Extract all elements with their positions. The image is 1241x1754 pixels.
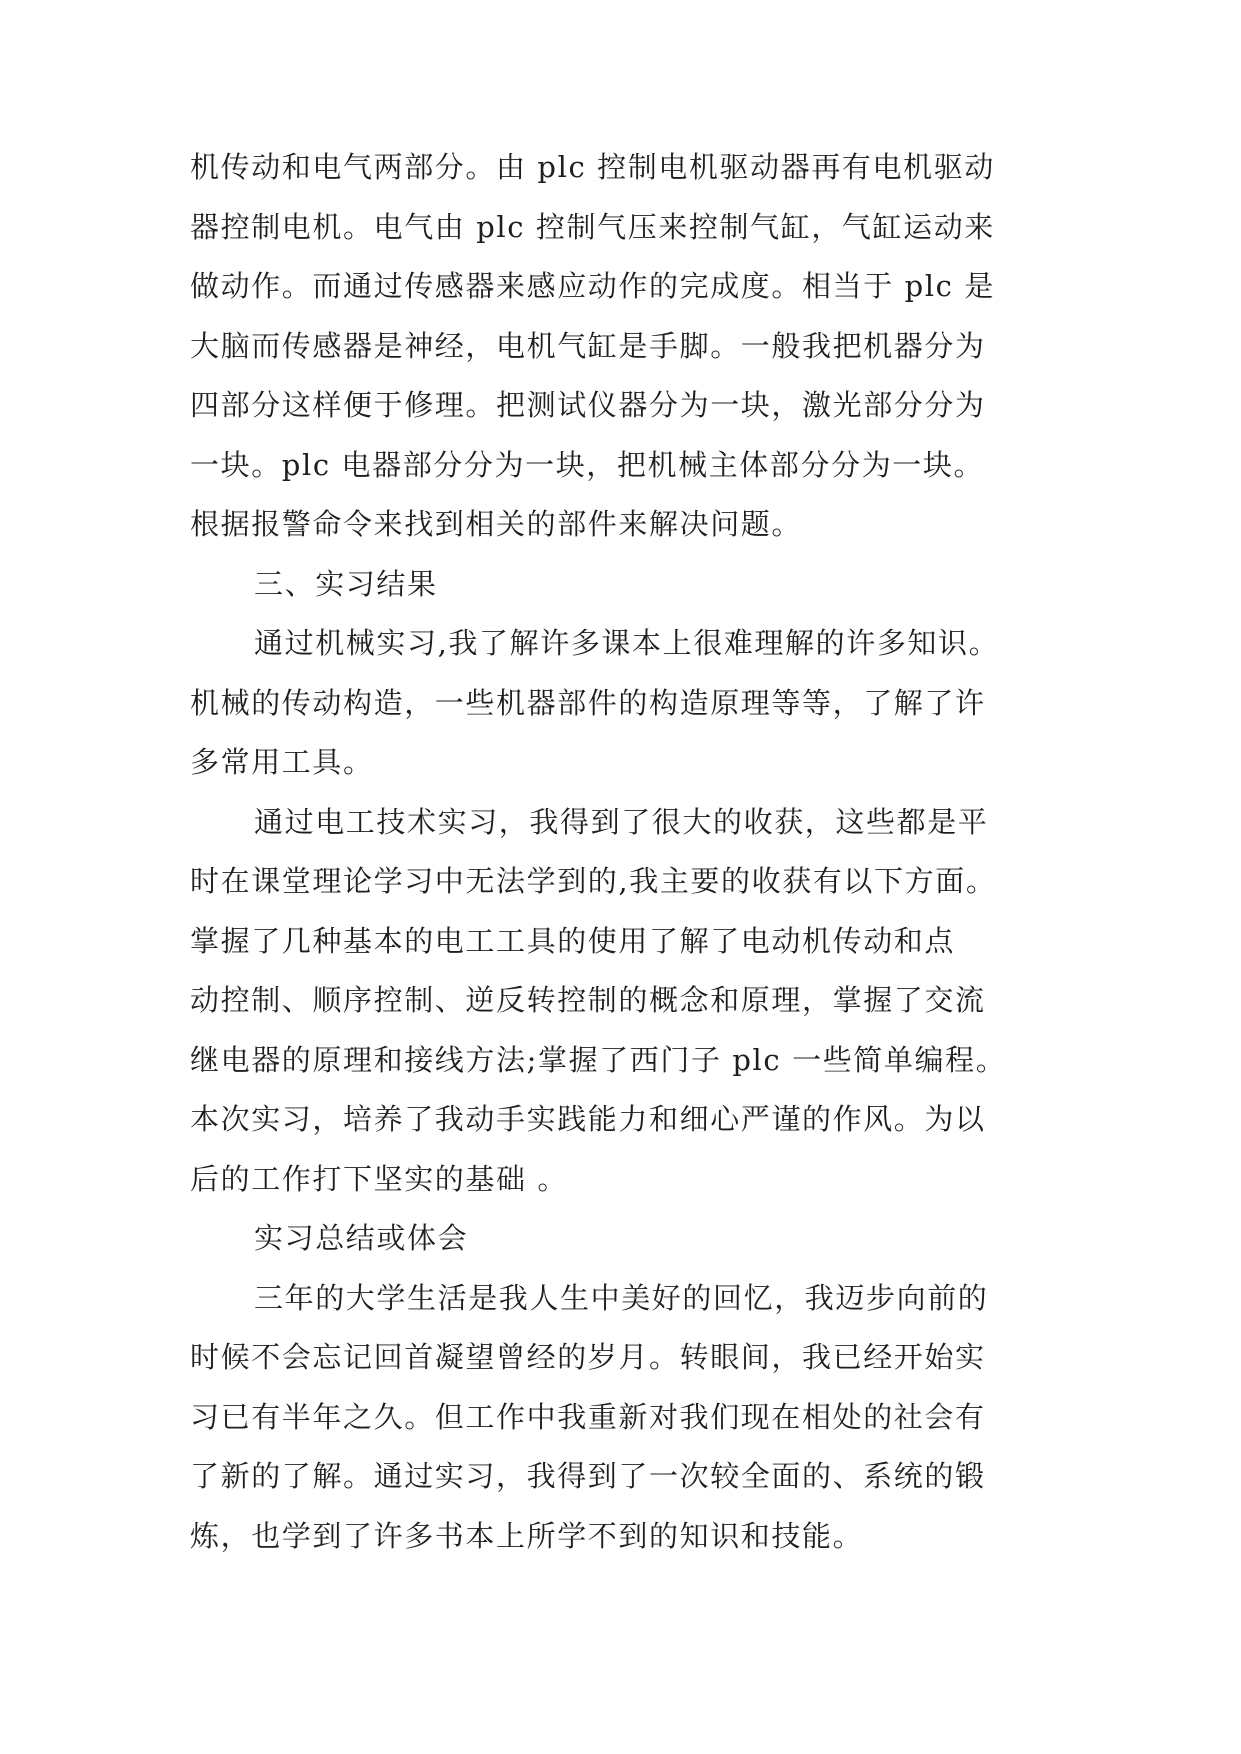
section-heading: 实习总结或体会 [254,1221,469,1255]
section-heading: 三、实习结果 [254,566,438,601]
paragraph-line: 做动作。而通过传感器来感应动作的完成度。相当于 plc 是 [190,269,995,303]
paragraph-line: 通过机械实习,我了解许多课本上很难理解的许多知识。 [254,626,1000,660]
paragraph-line: 四部分这样便于修理。把测试仪器分为一块，激光部分分为 [190,388,986,422]
paragraph-line: 三年的大学生活是我人生中美好的回忆，我迈步向前的 [254,1280,989,1315]
paragraph-line: 根据报警命令来找到相关的部件来解决问题。 [190,507,803,541]
paragraph-line: 通过电工技术实习，我得到了很大的收获，这些都是平 [254,804,989,839]
paragraph-line: 多常用工具。 [190,745,374,779]
paragraph-line: 动控制、顺序控制、逆反转控制的概念和原理，掌握了交流 [190,983,986,1017]
paragraph-line: 时候不会忘记回首凝望曾经的岁月。转眼间，我已经开始实 [190,1340,986,1374]
paragraph-line: 习已有半年之久。但工作中我重新对我们现在相处的社会有 [190,1399,986,1434]
paragraph-line: 掌握了几种基本的电工工具的使用了解了电动机传动和点 [190,923,956,958]
paragraph-line: 机械的传动构造，一些机器部件的构造原理等等，了解了许 [190,685,986,720]
document-body [190,138,1051,1566]
paragraph-line: 大脑而传感器是神经，电机气缸是手脚。一般我把机器分为 [190,328,986,363]
paragraph-line: 机传动和电气两部分。由 plc 控制电机驱动器再有电机驱动 [190,150,995,184]
paragraph-line: 了新的了解。通过实习，我得到了一次较全面的、系统的锻 [190,1459,986,1493]
paragraph-line: 后的工作打下坚实的基础 。 [190,1161,569,1196]
paragraph-line: 继电器的原理和接线方法;掌握了西门子 plc 一些简单编程。 [190,1042,1007,1077]
paragraph-line: 本次实习，培养了我动手实践能力和细心严谨的作风。为以 [190,1102,986,1136]
paragraph-line: 一块。plc 电器部分分为一块，把机械主体部分分为一块。 [190,447,985,482]
paragraph-line: 时在课堂理论学习中无法学到的,我主要的收获有以下方面。 [190,864,997,898]
paragraph-line: 炼，也学到了许多书本上所学不到的知识和技能。 [190,1518,864,1553]
paragraph-line: 器控制电机。电气由 plc 控制气压来控制气缸，气缸运动来 [190,209,995,244]
